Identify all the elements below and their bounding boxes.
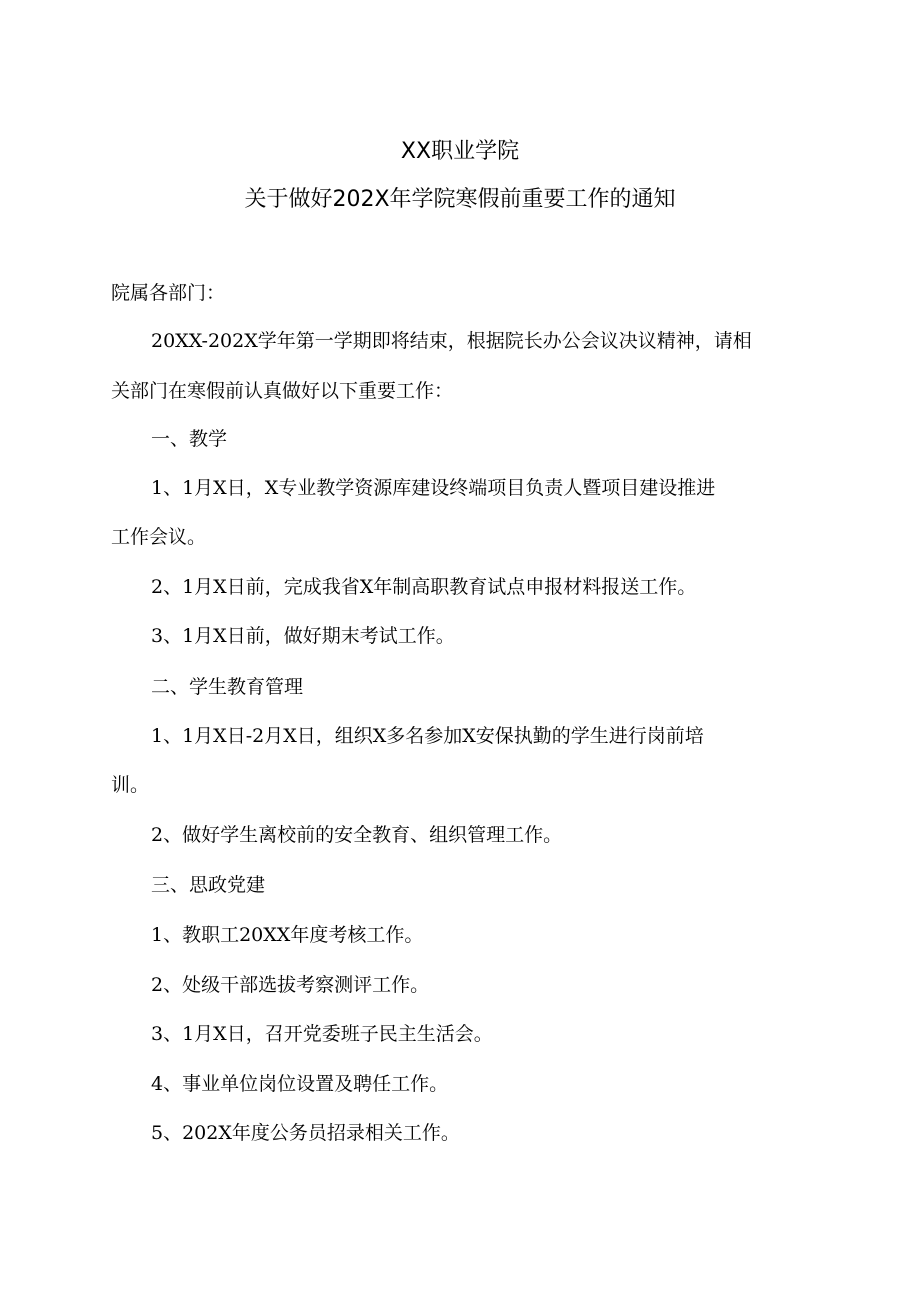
teaching-item-1-line-1: 1、1月X日，X专业教学资源库建设终端项目负责人暨项目建设推进 xyxy=(151,477,716,499)
teaching-item-2: 2、1月X日前，完成我省X年制高职教育试点申报材料报送工作。 xyxy=(151,576,697,598)
section-heading-student-management: 二、学生教育管理 xyxy=(151,676,304,698)
teaching-item-1-line-2: 工作会议。 xyxy=(111,526,207,548)
student-item-2: 2、做好学生离校前的安全教育、组织管理工作。 xyxy=(151,824,563,846)
intro-line-1: 20XX-202X学年第一学期即将结束，根据院长办公会议决议精神，请相 xyxy=(151,330,752,352)
document-title-notice: 关于做好202X年学院寒假前重要工作的通知 xyxy=(244,187,676,212)
party-item-3: 3、1月X日，召开党委班子民主生活会。 xyxy=(151,1023,493,1045)
document-title-institution: XX职业学院 xyxy=(400,139,520,164)
party-item-4: 4、事业单位岗位设置及聘任工作。 xyxy=(151,1073,449,1095)
student-item-1-line-1: 1、1月X日-2月X日，组织X多名参加X安保执勤的学生进行岗前培 xyxy=(151,725,704,747)
section-heading-party-building: 三、思政党建 xyxy=(151,874,266,896)
section-heading-teaching: 一、教学 xyxy=(151,428,228,450)
intro-line-2: 关部门在寒假前认真做好以下重要工作： xyxy=(111,380,454,402)
party-item-2: 2、处级干部选拔考察测评工作。 xyxy=(151,974,430,996)
teaching-item-3: 3、1月X日前，做好期末考试工作。 xyxy=(151,625,455,647)
party-item-1: 1、教职工20XX年度考核工作。 xyxy=(151,924,424,946)
student-item-1-line-2: 训。 xyxy=(111,774,150,796)
salutation: 院属各部门： xyxy=(111,282,226,304)
party-item-5: 5、202X年度公务员招录相关工作。 xyxy=(151,1122,460,1144)
